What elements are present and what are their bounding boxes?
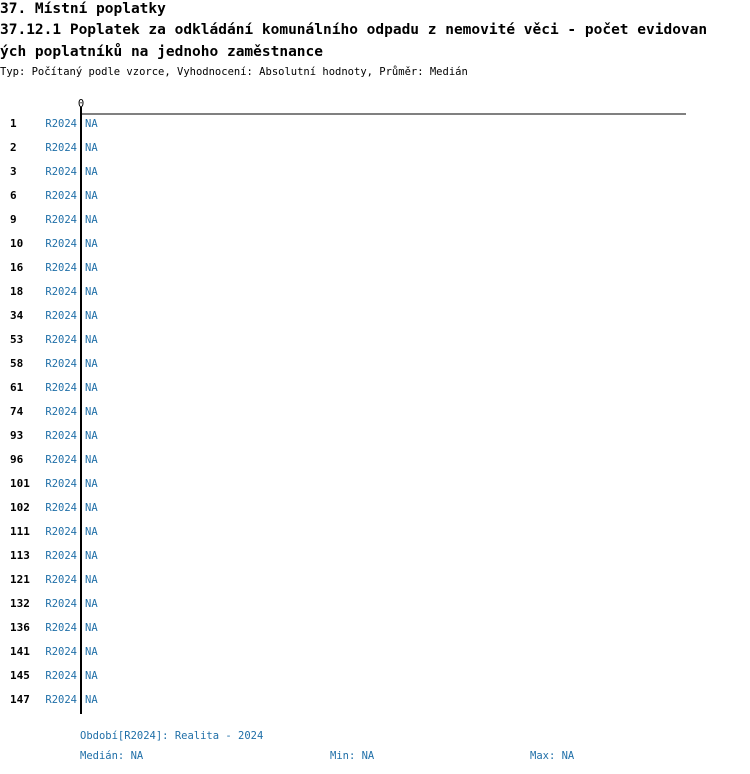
row-value-label: NA [85, 118, 98, 130]
row-value-label: NA [85, 238, 98, 250]
row-category-label: 101 [10, 477, 30, 490]
row-series-label: R2024 [45, 646, 77, 658]
row-value-label: NA [85, 454, 98, 466]
min-stat: Min: NA [330, 750, 375, 762]
row-series-label: R2024 [45, 430, 77, 442]
row-series-label: R2024 [45, 526, 77, 538]
row-value-label: NA [85, 382, 98, 394]
row-category-label: 58 [10, 357, 24, 370]
row-category-label: 93 [10, 429, 24, 442]
row-series-label: R2024 [45, 694, 77, 706]
row-series-label: R2024 [45, 598, 77, 610]
row-value-label: NA [85, 598, 98, 610]
row-series-label: R2024 [45, 382, 77, 394]
section-title: 37. Místní poplatky [0, 1, 166, 17]
median-stat: Medián: NA [80, 750, 144, 762]
row-series-label: R2024 [45, 550, 77, 562]
row-category-label: 3 [10, 165, 17, 178]
row-series-label: R2024 [45, 574, 77, 586]
row-category-label: 102 [10, 501, 30, 514]
row-category-label: 145 [10, 669, 30, 682]
row-value-label: NA [85, 262, 98, 274]
row-value-label: NA [85, 166, 98, 178]
chart-subtitle: Typ: Počítaný podle vzorce, Vyhodnocení: Absolutní hodnoty, Průměr: Medián [0, 66, 468, 78]
row-series-label: R2024 [45, 142, 77, 154]
x-tick-label: 0 [77, 98, 85, 110]
row-value-label: NA [85, 622, 98, 634]
row-value-label: NA [85, 478, 98, 490]
row-series-label: R2024 [45, 670, 77, 682]
row-category-label: 96 [10, 453, 24, 466]
row-series-label: R2024 [45, 118, 77, 130]
row-value-label: NA [85, 670, 98, 682]
row-category-label: 136 [10, 621, 30, 634]
row-series-label: R2024 [45, 502, 77, 514]
row-value-label: NA [85, 406, 98, 418]
period-note: Období[R2024]: Realita - 2024 [80, 730, 264, 742]
row-value-label: NA [85, 142, 98, 154]
row-category-label: 6 [10, 189, 17, 202]
row-category-label: 16 [10, 261, 24, 274]
row-category-label: 121 [10, 573, 30, 586]
row-series-label: R2024 [45, 334, 77, 346]
row-value-label: NA [85, 430, 98, 442]
row-category-label: 53 [10, 333, 24, 346]
row-category-label: 111 [10, 525, 30, 538]
row-category-label: 74 [10, 405, 24, 418]
row-series-label: R2024 [45, 454, 77, 466]
row-value-label: NA [85, 574, 98, 586]
row-category-label: 113 [10, 549, 30, 562]
chart-title-line-1: 37.12.1 Poplatek za odkládání komunálního odpadu z nemovité věci - počet evidovan [0, 22, 708, 38]
row-series-label: R2024 [45, 358, 77, 370]
row-series-label: R2024 [45, 286, 77, 298]
row-series-label: R2024 [45, 622, 77, 634]
row-value-label: NA [85, 334, 98, 346]
row-series-label: R2024 [45, 238, 77, 250]
row-category-label: 1 [10, 117, 17, 130]
row-category-label: 2 [10, 141, 17, 154]
chart-title-line-2: ých poplatníků na jednoho zaměstnance [0, 44, 324, 60]
row-category-label: 10 [10, 237, 24, 250]
row-category-label: 141 [10, 645, 30, 658]
row-value-label: NA [85, 550, 98, 562]
row-value-label: NA [85, 214, 98, 226]
row-category-label: 34 [10, 309, 24, 322]
row-series-label: R2024 [45, 478, 77, 490]
row-category-label: 9 [10, 213, 17, 226]
row-value-label: NA [85, 310, 98, 322]
row-value-label: NA [85, 526, 98, 538]
row-series-label: R2024 [45, 166, 77, 178]
max-stat: Max: NA [530, 750, 575, 762]
row-value-label: NA [85, 502, 98, 514]
row-series-label: R2024 [45, 310, 77, 322]
row-category-label: 18 [10, 285, 24, 298]
row-series-label: R2024 [45, 262, 77, 274]
row-series-label: R2024 [45, 214, 77, 226]
row-series-label: R2024 [45, 406, 77, 418]
row-category-label: 132 [10, 597, 30, 610]
row-series-label: R2024 [45, 190, 77, 202]
row-category-label: 61 [10, 381, 24, 394]
row-value-label: NA [85, 190, 98, 202]
row-category-label: 147 [10, 693, 30, 706]
row-value-label: NA [85, 646, 98, 658]
row-value-label: NA [85, 358, 98, 370]
row-value-label: NA [85, 286, 98, 298]
row-value-label: NA [85, 694, 98, 706]
